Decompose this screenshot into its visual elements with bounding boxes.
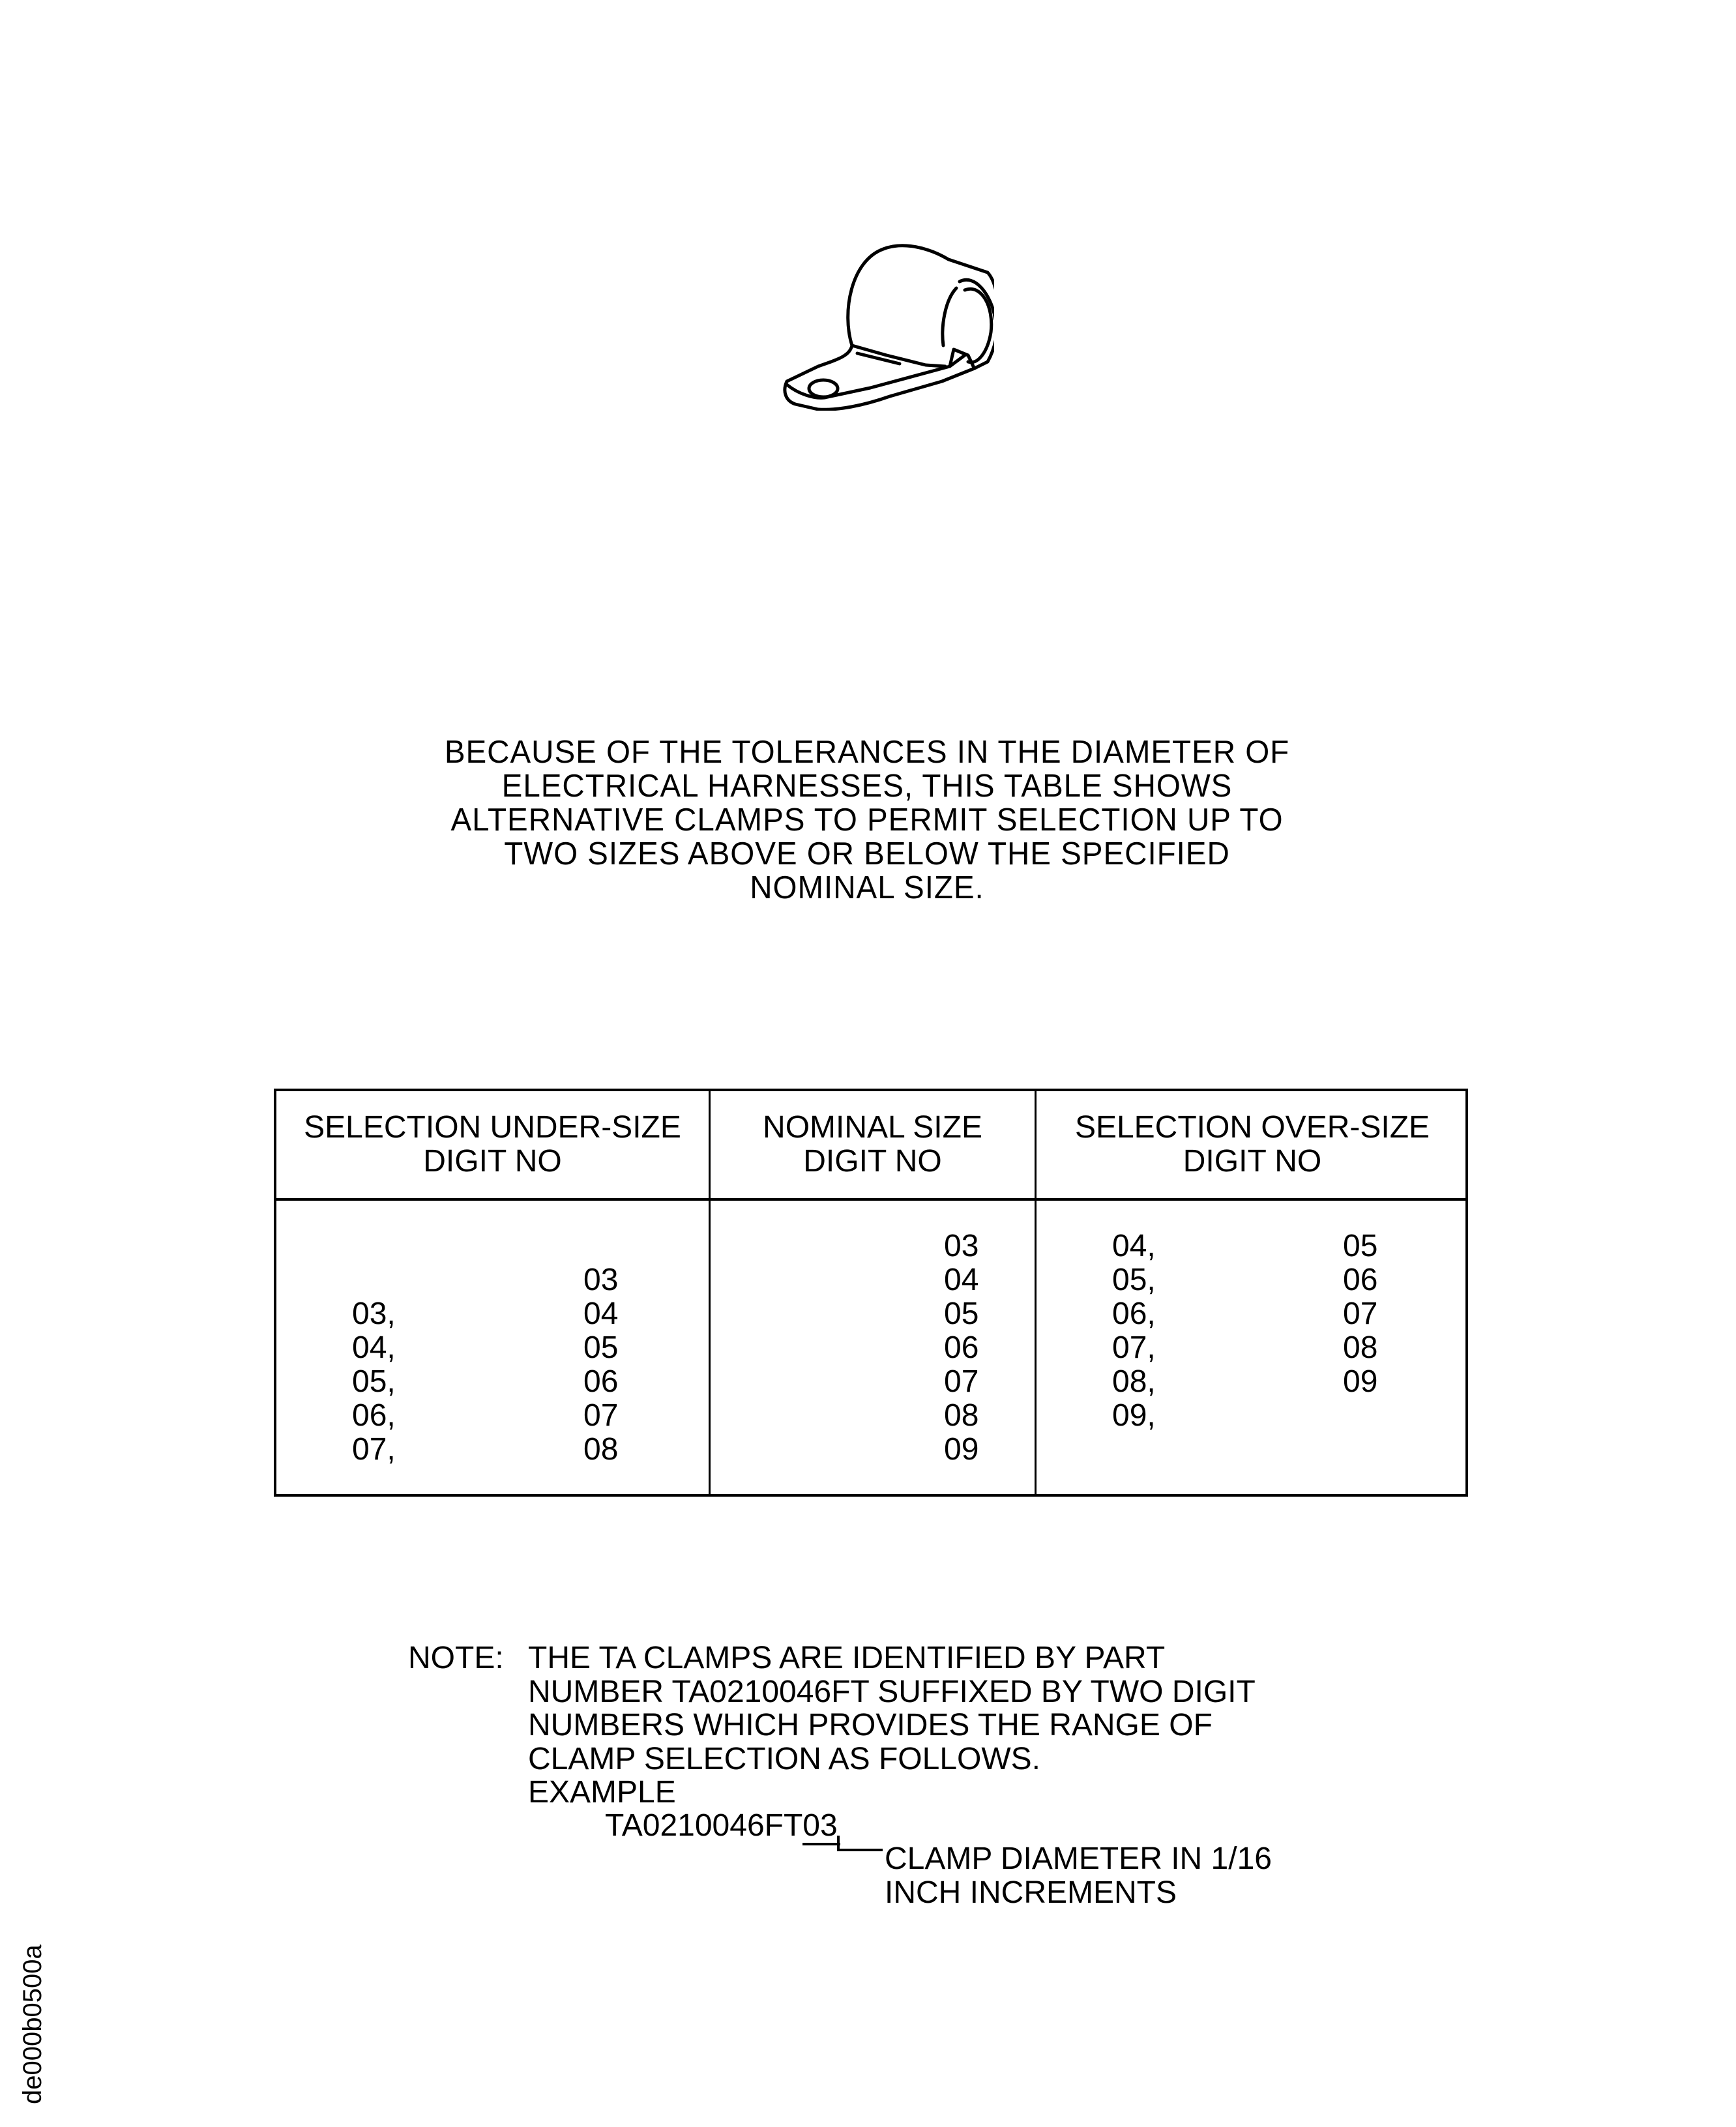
nominal-value: 08: [944, 1398, 979, 1433]
example-part-number: [605, 1809, 838, 1843]
over-size-value-b: 05: [1343, 1229, 1378, 1263]
nominal-value: 03: [944, 1229, 979, 1263]
callout-line: CLAMP DIAMETER IN 1/16: [885, 1841, 1272, 1876]
under-size-value-b: 05: [583, 1330, 619, 1365]
example-part-suffix: 03: [802, 1808, 838, 1843]
intro-paragraph: [380, 735, 1354, 905]
intro-line: ELECTRICAL HARNESSES, THIS TABLE SHOWS: [501, 769, 1233, 804]
under-size-value-a: 07,: [352, 1432, 396, 1467]
header-over-size: SELECTION OVER-SIZE DIGIT NO: [1074, 1110, 1430, 1179]
under-size-value-b: 03: [583, 1263, 619, 1297]
note-line: CLAMP SELECTION AS FOLLOWS.: [528, 1741, 1040, 1776]
nominal-value: 09: [944, 1432, 979, 1467]
over-size-value-a: 05,: [1112, 1263, 1156, 1297]
nominal-value: 05: [944, 1297, 979, 1331]
intro-line: NOMINAL SIZE.: [750, 870, 984, 905]
nominal-value: 07: [944, 1364, 979, 1399]
under-size-value-a: 03,: [352, 1297, 396, 1331]
over-size-value-a: 04,: [1112, 1229, 1156, 1263]
note-line: THE TA CLAMPS ARE IDENTIFIED BY PART: [528, 1641, 1166, 1675]
note-label: NOTE:: [408, 1641, 504, 1675]
over-size-value-a: 07,: [1112, 1330, 1156, 1365]
over-size-value-a: 06,: [1112, 1297, 1156, 1331]
header-under-size: SELECTION UNDER-SIZE DIGIT NO: [304, 1110, 681, 1179]
nominal-value: 04: [944, 1263, 979, 1297]
intro-line: ALTERNATIVE CLAMPS TO PERMIT SELECTION UP TO: [450, 802, 1284, 838]
note-line: NUMBERS WHICH PROVIDES THE RANGE OF: [528, 1708, 1213, 1742]
under-size-value-b: 06: [583, 1364, 619, 1399]
over-size-value-a: 09,: [1112, 1398, 1156, 1433]
header-nominal-size: NOMINAL SIZE DIGIT NO: [763, 1110, 982, 1179]
p-clamp-illustration-icon: [779, 222, 994, 411]
under-size-value-b: 08: [583, 1432, 619, 1467]
clamp-size-table: [274, 1089, 1468, 1497]
callout-line: INCH INCREMENTS: [885, 1875, 1177, 1910]
over-size-value-b: 09: [1343, 1364, 1378, 1399]
note-line: NUMBER TA0210046FT SUFFIXED BY TWO DIGIT: [528, 1674, 1256, 1709]
under-size-value-b: 07: [583, 1398, 619, 1433]
header-rule: [276, 1198, 1465, 1201]
over-size-value-b: 06: [1343, 1263, 1378, 1297]
intro-line: BECAUSE OF THE TOLERANCES IN THE DIAMETER OF: [444, 735, 1290, 770]
over-size-value-a: 08,: [1112, 1364, 1156, 1399]
under-size-value-a: 04,: [352, 1330, 396, 1365]
example-part-prefix: TA0210046FT: [605, 1808, 803, 1843]
note-body: [528, 1641, 1256, 1810]
intro-line: TWO SIZES ABOVE OR BELOW THE SPECIFIED: [504, 836, 1230, 872]
nominal-value: 06: [944, 1330, 979, 1365]
document-id-label: de000b0500a: [18, 1944, 47, 2104]
callout-leader-icon: [819, 1830, 884, 1870]
under-size-value-a: 06,: [352, 1398, 396, 1433]
callout-text: [885, 1842, 1272, 1909]
over-size-value-b: 08: [1343, 1330, 1378, 1365]
note-line: EXAMPLE: [528, 1775, 676, 1810]
under-size-value-a: 05,: [352, 1364, 396, 1399]
over-size-value-b: 07: [1343, 1297, 1378, 1331]
under-size-value-b: 04: [583, 1297, 619, 1331]
